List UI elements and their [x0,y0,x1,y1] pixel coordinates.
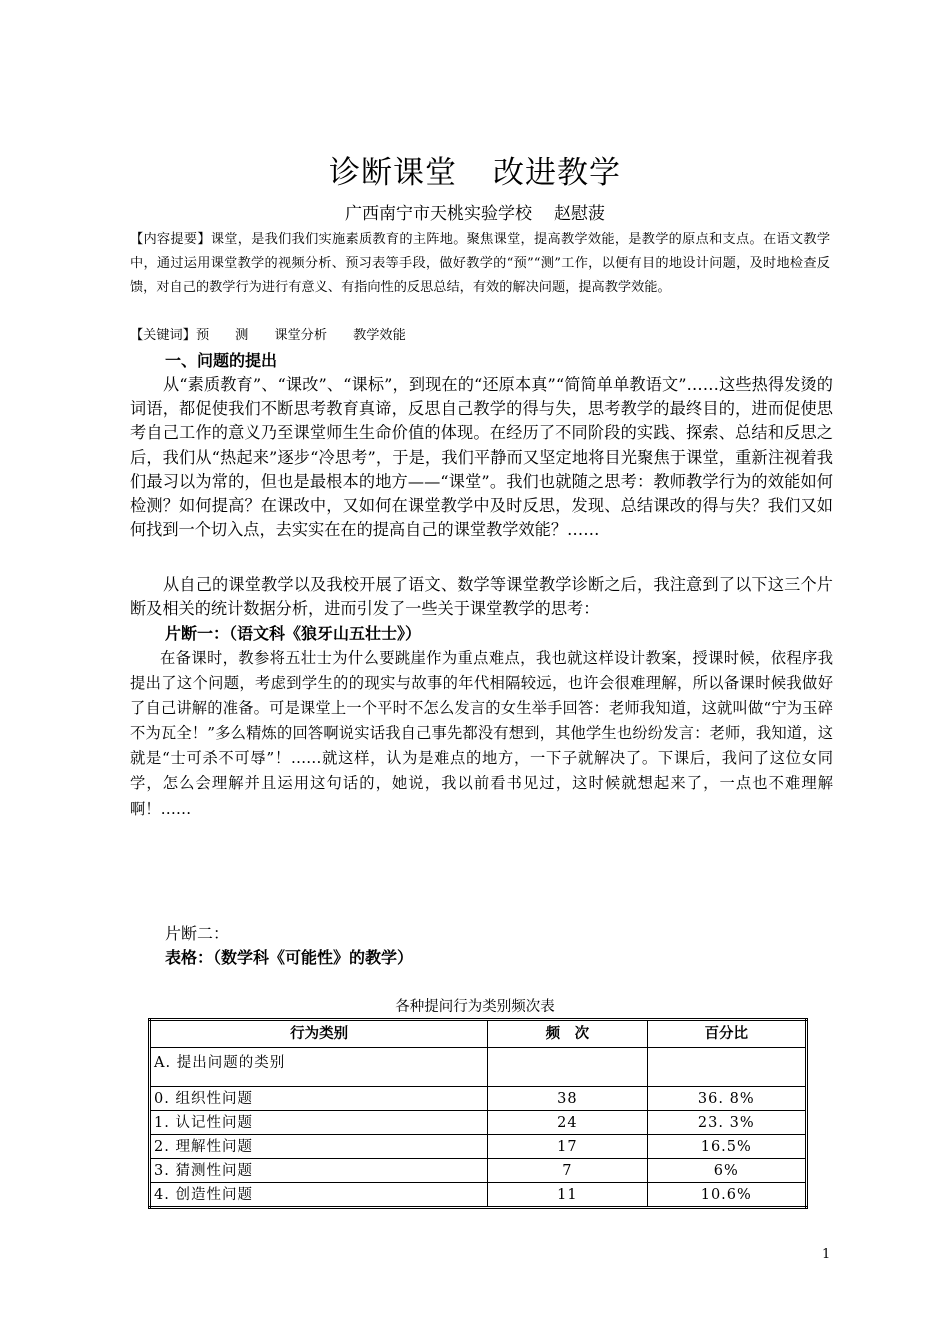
fragment-1-heading: 片断一：（语文科《狼牙山五壮士》） [165,624,422,643]
author-line [0,201,950,227]
page-number: 1 [822,1247,831,1262]
abstract-text: 课堂，是我们我们实施素质教育的主阵地。聚焦课堂，提高教学效能，是教学的原点和支点。在语文教学中，通过运用课堂教学的视频分析、预习表等手段，做好教学的“预”“测”工作，以便有目的地设计问题，及时地检查反馈，对自己的教学行为进行有意义、有指向性的反思总结，有效的解决问题，提高教学效能。 [130,232,831,295]
table-cell-category: 3. 猜测性问题 [150,1159,488,1183]
keyword: 课堂分析 [274,328,328,343]
document-title [0,150,950,196]
keywords-line [130,324,830,348]
table-header-cell: 百分比 [647,1020,806,1048]
table-row [150,1048,807,1087]
table-cell-count: 7 [488,1159,647,1183]
paragraph-text: 在备课时，教参将五壮士为什么要跳崖作为重点难点，我也就这样设计教案，授课时候，依程序我提出了这个问题，考虑到学生的的现实与故事的年代相隔较远，也许会很难理解，所以备课时候我做好了自己讲解的准备。可是课堂上一个平时不怎么发言的女生举手回答：老师我知道，这就叫做“宁为玉碎不为瓦全！”多么精炼的回答啊说实话我自己事先都没有想到，其他学生也纷纷发言：老师，我知道，这就是“士可杀不可辱”！……就这样，认为是难点的地方，一下子就解决了。下课后，我问了这位女同学，怎么会理解并且运用这句话的，她说，我以前看书见过，这时候就想起来了，一点也不难理解啊！…… [130,649,833,818]
frequency-table [148,1018,808,1209]
author-school: 广西南宁市天桃实验学校 [345,204,532,224]
table-cell-percent [647,1048,806,1087]
author-name: 赵慰菠 [554,204,605,224]
fragment-2-subheading: 表格：（数学科《可能性》的教学） [165,948,414,967]
table-header-cell: 频 次 [488,1020,647,1048]
keyword: 预 [195,328,210,343]
fragment-1-body [130,646,833,822]
table-row [150,1087,807,1111]
keywords-label: 【关键词】 [130,328,196,343]
title-part-a: 诊断课堂 [329,155,457,191]
table-cell-percent: 23. 3% [647,1111,806,1135]
fragment-2-heading: 片断二： [165,924,230,943]
table-row [150,1135,807,1159]
keyword: 教学效能 [353,328,406,343]
table-cell-count: 17 [488,1135,647,1159]
table-cell-count: 24 [488,1111,647,1135]
paragraph-text: 从自己的课堂教学以及我校开展了语文、数学等课堂教学诊断之后，我注意到了以下这三个片断及相关的统计数据分析，进而引发了一些关于课堂教学的思考： [130,575,833,619]
table-cell-count [488,1048,647,1087]
table-cell-category: 4. 创造性问题 [150,1183,488,1208]
abstract-label: 【内容提要】 [130,232,211,247]
table-cell-percent: 16.5% [647,1135,806,1159]
table-header-cell: 行为类别 [150,1020,488,1048]
abstract [130,228,830,300]
keyword: 测 [235,328,249,343]
table-row [150,1111,807,1135]
table-row [150,1159,807,1183]
table-cell-category: 1. 认记性问题 [150,1111,488,1135]
table-caption: 各种提问行为类别频次表 [395,999,555,1015]
table-cell-category: A. 提出问题的类别 [150,1048,488,1087]
table-cell-percent: 10.6% [647,1183,806,1208]
table-cell-count: 38 [488,1087,647,1111]
table-cell-count: 11 [488,1183,647,1208]
table-header-row [150,1020,807,1048]
section-paragraph-1 [130,373,833,542]
table-cell-percent: 6% [647,1159,806,1183]
table-cell-category: 2. 理解性问题 [150,1135,488,1159]
table-cell-category: 0. 组织性问题 [150,1087,488,1111]
title-part-b: 改进教学 [493,155,621,191]
paragraph-text: 从“素质教育”、“课改”、“课标”，到现在的“还原本真”“简简单单教语文”……这些热得发烫的词语，都促使我们不断思考教育真谛，反思自己教学的得与失，思考教学的最终目的，进而促使思考自己工作的意义乃至课堂师生生命价值的体现。在经历了不同阶段的实践、探索、总结和反思之后，我们从“热起来”逐步“冷思考”，于是，我们平静而又坚定地将目光聚焦于课堂，重新注视着我们最习以为常的，但也是最根本的地方——“课堂”。我们也就随之思考：教师教学行为的效能如何检测？如何提高？在课改中，又如何在课堂教学中及时反思，发现、总结课改的得与失？我们又如何找到一个切入点，去实实在在的提高自己的课堂教学效能？…… [130,375,833,540]
table-row [150,1183,807,1208]
section-paragraph-2 [130,573,833,621]
section-heading: 一、问题的提出 [165,351,278,370]
table-cell-percent: 36. 8% [647,1087,806,1111]
